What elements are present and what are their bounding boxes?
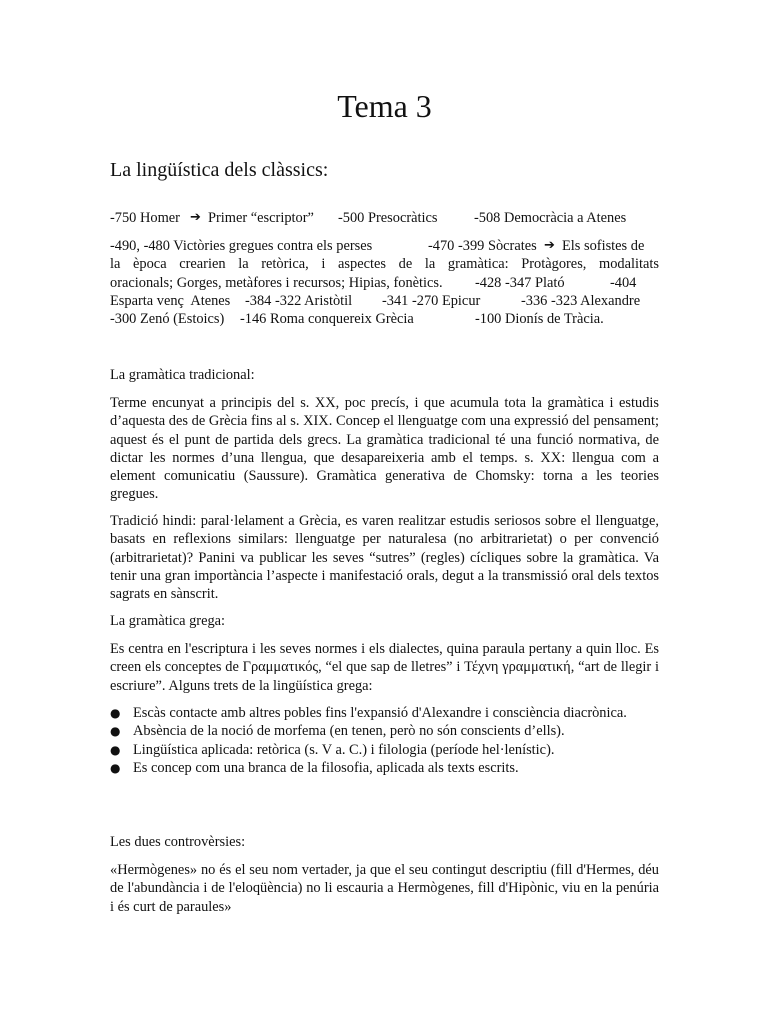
timeline-epicur: -341 -270 Epicur bbox=[382, 292, 481, 309]
traditional-grammar-section bbox=[110, 366, 659, 384]
paragraph-text: Tradició hindi: paral·lelament a Grècia, es varen realitzar estudis seriosos sobre el llenguatge, basats en reflexions similars: llenguatge per naturalesa (no arbitrarietat) o per convenció (arbitrarietat)? Panini va publicar les seves “sutres” (regles) cícliques sobre la gramàtica. Va tenir una gran importància l’aspecte i manifestació orals, degut a la transmissió oral dels textos sagrats en sànscrit. bbox=[110, 513, 659, 603]
timeline-aristotle: -384 -322 Aristòtil bbox=[245, 292, 353, 309]
section-heading-greek: La gramàtica grega: bbox=[110, 613, 226, 629]
right-arrow-icon: ➔ bbox=[544, 238, 555, 253]
right-arrow-icon: ➔ bbox=[190, 210, 201, 225]
quote-text: «Hermògenes» no és el seu nom vertader, ja que el seu contingut descriptiu (fill d'Hermes, déu de l'abundància i de l'eloqüència) no li escauria a Hermògenes, fill d'Hipònic, viu en la penúria i és curt de paraules» bbox=[110, 862, 659, 915]
hindi-tradition-paragraph bbox=[110, 512, 659, 603]
list-item-text: Lingüística aplicada: retòrica (s. V a. C.) i filologia (període hel·lenístic). bbox=[133, 741, 555, 758]
timeline-presocratics: -500 Presocràtics bbox=[338, 210, 438, 226]
timeline-first-writer: Primer “escriptor” bbox=[208, 210, 314, 226]
paragraph-text: Terme encunyat a principis del s. XX, poc precís, i que acumula tota la gramàtica i estudis d’aquesta des de Grècia fins al s. XIX. Concep el llenguatge com una expressió del pensament; aquest és el punt de partida dels grecs. La gramàtica tradicional té una funció normativa, de dictar les normes d’una llengua, que desapareixeria amb el temps. s. XX: llengua com a element comunicatiu (Saussure). Gramàtica generativa de Chomsky: torna a les teories gregues. bbox=[110, 395, 659, 503]
timeline-text-line: oracionals; Gorges, metàfores i recursos; Hipias, fonètics. bbox=[110, 274, 443, 291]
section-heading-traditional: La gramàtica tradicional: bbox=[110, 367, 255, 383]
timeline-404: -404 bbox=[610, 274, 637, 291]
timeline-alexander: -336 -323 Alexandre bbox=[521, 292, 641, 309]
timeline-sophists: Els sofistes de bbox=[562, 238, 645, 254]
bullet-icon: ● bbox=[110, 724, 121, 739]
list-item bbox=[110, 759, 659, 777]
timeline-zeno: -300 Zenó (Estoics) bbox=[110, 311, 225, 328]
bullet-icon: ● bbox=[110, 742, 121, 757]
greek-grammar-paragraph bbox=[110, 640, 659, 695]
traditional-grammar-paragraph-1 bbox=[110, 394, 659, 504]
hermogenes-quote bbox=[110, 861, 659, 916]
greek-traits-list bbox=[110, 704, 659, 777]
timeline-text-line: la època crearien la retòrica, i aspectes de la gramàtica: Protàgores, modalitats bbox=[110, 256, 659, 273]
page-title: Tema 3 bbox=[337, 88, 432, 124]
list-item-text: Escàs contacte amb altres pobles fins l'expansió d'Alexandre i consciència diacrònica. bbox=[133, 705, 627, 721]
timeline-homer: -750 Homer bbox=[110, 210, 180, 226]
timeline-democracy: -508 Democràcia a Atenes bbox=[474, 210, 627, 226]
paragraph-text: Es centra en l'escriptura i les seves normes i els dialectes, quina paraula pertany a quin lloc. Es creen els conceptes de Γραμματικός, “el que sap de lletres” i Τέχνη γραμματική, “art de llegir i escriure”. Alguns trets de la lingüística grega: bbox=[110, 641, 659, 694]
timeline-persian-wars: -490, -480 Victòries gregues contra els perses bbox=[110, 238, 373, 254]
list-item bbox=[110, 722, 659, 740]
timeline-plato: -428 -347 Plató bbox=[475, 274, 565, 291]
timeline-line-1 bbox=[110, 209, 659, 227]
controversies-heading-block bbox=[110, 833, 659, 851]
list-item bbox=[110, 704, 659, 722]
list-item-text: Es concep com una branca de la filosofia, aplicada als texts escrits. bbox=[133, 759, 519, 776]
section-heading-controversies: Les dues controvèrsies: bbox=[110, 834, 246, 850]
list-item-text: Absència de la noció de morfema (en tenen, però no són conscients d’ells). bbox=[133, 723, 565, 740]
timeline-dionysius: -100 Dionís de Tràcia. bbox=[475, 311, 604, 328]
greek-grammar-heading-block bbox=[110, 612, 659, 630]
section-heading-classics: La lingüística dels clàssics: bbox=[110, 159, 329, 181]
list-item bbox=[110, 741, 659, 759]
timeline-sparta: Esparta venç Atenes bbox=[110, 292, 231, 309]
timeline-paragraph bbox=[110, 237, 659, 328]
bullet-icon: ● bbox=[110, 760, 121, 775]
timeline-rome: -146 Roma conquereix Grècia bbox=[240, 311, 414, 328]
bullet-icon: ● bbox=[110, 706, 121, 720]
timeline-socrates: -470 -399 Sòcrates bbox=[428, 238, 537, 254]
